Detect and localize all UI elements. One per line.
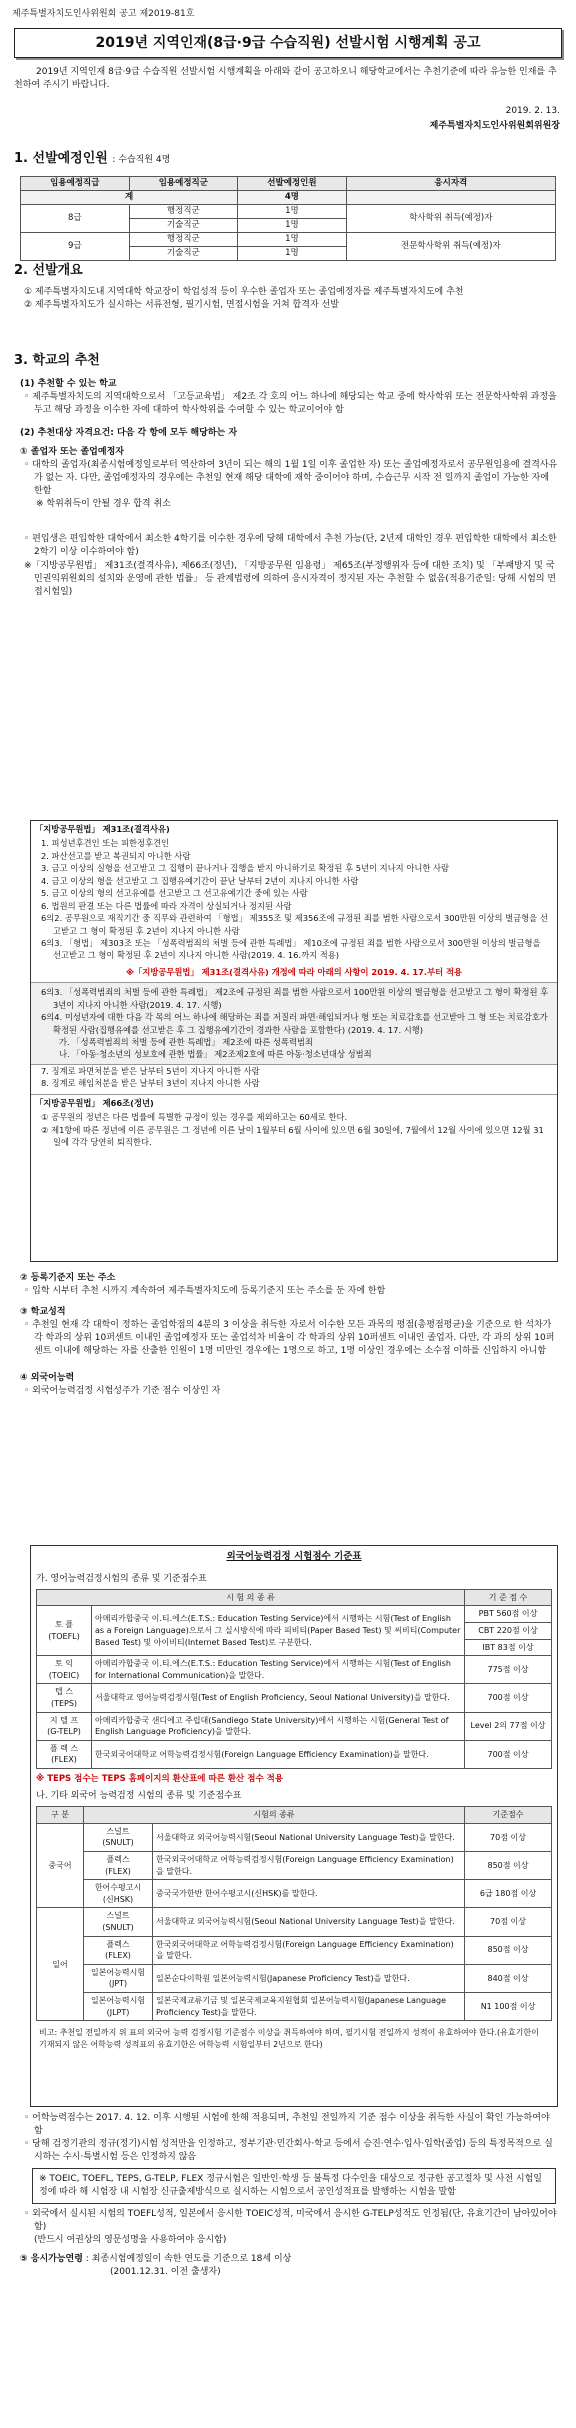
table-row: 지 텔 프 (G-TELP) 아메리카합중국 샌디에고 주립대(Sandiego State University)에서 시행하는 시험(General Test of English Language Proficiency)을 말한다. Level 2의 77점 이상 xyxy=(37,1712,552,1740)
col-header: 선발예정인원 xyxy=(238,177,347,191)
subheading: ④ 외국어능력 xyxy=(20,1373,75,1384)
table-row: 일본어능력시험 (JLPT) 일본국제교류기금 및 일본국제교육지원협회 일본어능력시험(Japanese Language Proficiency Test)을 말한다. N1 100점 이상 xyxy=(37,1993,552,2021)
table-note: 비고: 추천일 전일까지 위 표의 외국어 능력 검정시험 기준점수 이상을 취득하여야 하며, 필기시험 전일까지 성적이 유효하여야 한다.(유효기한이 기재되지 않은 어학능력 성적표의 유효기한은 어학능력 시험일부터 2년으로 한다) xyxy=(39,2028,539,2050)
paragraph: ◦ 외국에서 실시된 시험의 TOEFL성적, 일본에서 응시한 TOEIC성적, 미국에서 응시한 G-TELP성적도 인정됨(단, 유효기간이 남아있어야 함) xyxy=(24,2209,557,2233)
subheading: (1) 추천할 수 있는 학교 xyxy=(20,379,117,389)
section-3b-body xyxy=(20,1272,560,1398)
table-row: IBT 83점 이상 xyxy=(37,1639,552,1656)
amendment-notice: ※「지방공무원법」 제31조(결격사유) 개정에 따라 아래의 사항이 2019. 4. 17.부터 적용 xyxy=(125,966,463,977)
paragraph: ◦ 추천일 현재 각 대학이 정하는 졸업학점의 4분의 3 이상을 취득한 자로서 이수한 모든 과목의 평점(총평점평균)을 기준으로 한 석차가 각 학과의 상위 10퍼센트 이내인 졸업예정자 또는 졸업석차 비율이 각 학과의 상위 10퍼센트 이내인 졸업자. 다만, 각 과의 상위 10퍼센트 이내에 해당하는 자를 산출한 인원이 1명 미만인 경우에는 1명으로 하고, 1명 이상인 경우에는 소수점 이하를 신입하지 아니함 xyxy=(24,1320,555,1357)
paragraph: (반드시 여권상의 영문성명을 사용하여야 응시함) xyxy=(34,2235,227,2246)
table-row: 토 플 (TOEFL) 아메리카합중국 이.티.에스(E.T.S.: Education Testing Service)에서 시행하는 시험(Test of English as a Foreign Language)으로서 그 실시방식에 따라 피비티(Paper Based Test) 및 씨비티(Computer Based Test) 및 아이비티(Internet Based Test)로 구분한다. PBT 560점 이상 xyxy=(37,1606,552,1623)
paragraph: ◦ 어학능력점수는 2017. 4. 12. 이후 시행된 시험에 한해 적용되며, 추천일 전일까지 기준 점수 이상을 취득한 사실이 확인 가능하여야 함 xyxy=(24,2113,550,2137)
col-header: 시 험 의 종 류 xyxy=(37,1589,465,1606)
english-test-table xyxy=(36,1589,552,1769)
table-row: 9급 행정직군 1명 전문학사학위 취득(예정)자 xyxy=(21,233,556,247)
law-item: 6. 법원의 판결 또는 다른 법률에 따라 자격이 상실되거나 정지된 사람 xyxy=(41,900,292,911)
paragraph: ◦ 외국어능력검정 시험성주가 기준 점수 이상인 자 xyxy=(24,1386,221,1397)
section-2-body xyxy=(20,286,560,312)
law-item: 6의2. 공무원으로 재직기간 중 직무와 관련하여 「형법」 제355조 및 제356조에 규정된 죄를 범한 사람으로서 300만원 이상의 벌금형을 선고받고 그 형이 확정된 후 2년이 지나지 아니한 사람 xyxy=(41,913,548,936)
table-row: 기술직군 1명 xyxy=(21,219,556,233)
section-3-heading: 3. 학교의 추천 xyxy=(14,353,100,368)
law-item: ① 공무원의 정년은 다른 법률에 특별한 규정이 있는 경우를 제외하고는 60세로 한다. xyxy=(41,1112,348,1123)
col-header: 응시자격 xyxy=(346,177,555,191)
law-item: 6의4. 미성년자에 대한 다음 각 목의 어느 하나에 해당하는 죄를 저질러 파면·해임되거나 형 또는 치료감호를 선고받아 그 형 또는 치료감호가 확정된 사람(집행유예를 선고받은 후 그 집행유예기간이 경과한 사람을 포함한다) (2019. 4. 17. 시행) xyxy=(41,1012,548,1035)
box-title: 외국어능력검정 시험점수 기준표 xyxy=(226,1551,362,1562)
age-note: (2001.12.31. 이전 출생자) xyxy=(110,2267,221,2278)
announcement-number: 제주특별자치도인사위원회 공고 제2019-81호 xyxy=(12,9,195,19)
law-item: 6의3. 「성폭력범죄의 처벌 등에 관한 특례법」 제2조에 규정된 죄를 범한 사람으로서 100만원 이상의 벌금형을 선고받고 그 형이 확정된 후 3년이 지나지 아니한 사람(2019. 4. 17. 시행) xyxy=(41,987,549,1010)
subheading: ③ 학교성적 xyxy=(20,1307,66,1318)
subheading: (2) 추천대상 자격요건: 다음 각 항에 모두 해당하는 자 xyxy=(20,428,238,439)
table-row: CBT 220점 이상 xyxy=(37,1623,552,1640)
paragraph: ◦ 입학 시부터 추천 시까지 계속하여 제주특별자치도에 등록기준지 또는 주소를 둔 자에 한함 xyxy=(24,1286,386,1297)
law-item: 4. 금고 이상의 형을 선고받고 그 집행유예기간이 끝난 날부터 2년이 지나지 아니한 사람 xyxy=(41,875,359,886)
law-item: 7. 징계로 파면처분을 받은 날부터 5년이 지나지 아니한 사람 xyxy=(41,1065,260,1076)
table-row: 일어 스널트 (SNULT) 서울대학교 외국어능력시험(Seoul National University Language Test)을 말한다. 70점 이상 xyxy=(37,1908,552,1936)
subheading: ② 등록기준지 또는 주소 xyxy=(20,1273,116,1283)
paragraph: ◦ 제주특별자치도의 지역대학으로서 「고등교육법」 제2조 각 호의 어느 하나에 해당되는 학교 중에 학사학위 또는 전문학사학위 과정을 두고 해당 과정을 이수한 자에 대하여 학사학위를 수여할 수 있는 학교이어야 함 xyxy=(24,392,557,416)
law-item: 3. 금고 이상의 실형을 선고받고 그 집행이 끝나거나 집행을 받지 아니하기로 확정된 후 5년이 지나지 아니한 사람 xyxy=(41,863,450,874)
law-subitem: 나. 「아동·청소년의 성보호에 관한 법률」 제2조제2호에 따른 아동·청소년대상 성범죄 xyxy=(59,1049,372,1060)
law-item: 5. 금고 이상의 형의 선고유예를 선고받고 그 선고유예기간 중에 있는 사람 xyxy=(41,888,308,899)
page-title: 2019년 지역인재(8급·9급 수습직원) 선발시험 시행계획 공고 xyxy=(14,28,562,58)
footer-notes xyxy=(20,2112,560,2280)
list-item: ② 제주특별자치도가 실시하는 서류전형, 필기시험, 면접시험을 거쳐 합격자 선발 xyxy=(24,300,339,311)
col-header: 임용예정직급 xyxy=(21,177,130,191)
table-row: 텝 스 (TEPS) 서울대학교 영어능력검정시험(Test of English Proficiency, Seoul National University)을 말한다. 700점 이상 xyxy=(37,1684,552,1712)
paragraph: ◦ 대학의 졸업자(최종시험예정일로부터 역산하여 3년이 되는 해의 1월 1일 이후 졸업한 자) 또는 졸업예정자로서 공무원임용에 결격사유가 없는 자. 다만, 졸업예정자의 경우에는 추천일 현재 해당 대학에 재학 중이어야 하며, 수습근무 시작 전 일까지 졸업이 가능한 자에 한함 xyxy=(24,460,558,497)
note: ※「지방공무원법」 제31조(결격사유), 제66조(정년), 「지방공무원 임용령」 제65조(부정행위자 등에 대한 조치) 및 「부패방지 및 국민권익위원회의 설치와 운영에 관한 법률」 등 관계법령에 의하여 응시자격이 정지된 자는 추천할 수 없음(적용기준일: 당해 시험의 면접시험일) xyxy=(24,560,557,597)
selection-table xyxy=(20,176,556,261)
col-header: 시험의 종류 xyxy=(84,1807,465,1824)
table-row: 8급 행정직군 1명 학사학위 취득(예정)자 xyxy=(21,205,556,219)
paragraph: ◦ 당해 검정기관의 정규(정기)시험 성적만을 인정하고, 정부기관·민간회사·학교 등에서 승진·연수·입사·입학(졸업) 등의 특정목적으로 실시하는 수시·특별시험 등은 인정하지 않음 xyxy=(24,2139,553,2163)
law-heading: 「지방공무원법」 제66조(정년) xyxy=(31,1094,557,1111)
teps-notice: ※ TEPS 점수는 TEPS 홈페이지의 환산표에 따른 환산 점수 적용 xyxy=(36,1773,284,1784)
other-language-table xyxy=(36,1806,552,2021)
table-row: 기술직군 1명 xyxy=(21,247,556,261)
intro-text: 2019년 지역인재 8급·9급 수습직원 선발시험 시행계획을 아래와 같이 공고하오니 해당학교에서는 추천기준에 따라 유능한 인재를 추천하여 주시기 바랍니다. xyxy=(14,67,557,91)
law-item: 1. 피성년후견인 또는 피한정후견인 xyxy=(41,838,170,849)
announcement-date: 2019. 2. 13. xyxy=(505,106,560,116)
law-item: 8. 징계로 해임처분을 받은 날부터 3년이 지나지 아니한 사람 xyxy=(41,1078,260,1089)
table-row: 한어수평고시 (신HSK) 중국국가한반 한어수평고시(신HSK)를 말한다. 6급 180점 이상 xyxy=(37,1880,552,1908)
amendment-box xyxy=(31,982,557,1065)
law-item: 2. 파산선고를 받고 복권되지 아니한 사람 xyxy=(41,850,191,861)
table-row: 플 렉 스 (FLEX) 한국외국어대학교 어학능력검정시험(Foreign Language Efficiency Examination)을 말한다. 700점 이상 xyxy=(37,1740,552,1768)
law-subitem: 가. 「성폭력범죄의 처벌 등에 관한 특례법」 제2조에 따른 성폭력범죄 xyxy=(59,1037,313,1047)
total-row: 계 4명 xyxy=(21,191,556,205)
paragraph: ◦ 편입생은 편입학한 대학에서 최소한 4학기를 이수한 경우에 당해 대학에서 추천 가능(단, 2년제 대학인 경우 편입학한 대학에서 최소한 2학기 이상 이수하여야 함) xyxy=(24,534,557,558)
law-item: ② 제1항에 따른 정년에 이른 공무원은 그 정년에 이른 날이 1월부터 6월 사이에 있으면 6월 30일에, 7월에서 12월 사이에 있으면 12월 31일에 각각 당연히 퇴직한다. xyxy=(41,1124,544,1148)
table-row: 플렉스 (FLEX) 한국외국어대학교 어학능력검정시험(Foreign Language Efficiency Examination)을 말한다. 850점 이상 xyxy=(37,1936,552,1964)
table-row: 플렉스 (FLEX) 한국외국어대학교 어학능력검정시험(Foreign Language Efficiency Examination)을 말한다. 850점 이상 xyxy=(37,1852,552,1880)
table-caption: 나. 기타 외국어 능력검정 시험의 종류 및 기준점수표 xyxy=(36,1791,242,1802)
table-caption: 가. 영어능력검정시험의 종류 및 기준점수표 xyxy=(36,1573,207,1584)
age-requirement: ⑤ 응시가능연령 : 최종시험예정일이 속한 연도를 기준으로 18세 이상 xyxy=(20,2254,292,2265)
law-heading: 「지방공무원법」 제31조(결격사유) xyxy=(35,824,170,834)
language-criteria-box xyxy=(30,1545,558,2107)
law-box xyxy=(30,820,558,1262)
issuing-org: 제주특별자치도인사위원회위원장 xyxy=(429,121,560,131)
section-2-heading: 2. 선발개요 xyxy=(14,263,83,278)
regular-test-note: ※ TOEIC, TOEFL, TEPS, G-TELP, FLEX 정규시험은 일반인·학생 등 불특정 다수인을 대상으로 정규한 공고절차 및 사전 시험일정에 따라 해 시험장 내 시험장 신규출제방식으로 실시하는 시험으로서 공인성적표를 발행하는 시험을 말함 xyxy=(32,2168,556,2204)
table-row: 일본어능력시험 (JPT) 일본순다이학원 일본어능력시험(Japanese Proficiency Test)을 말한다. 840점 이상 xyxy=(37,1964,552,1992)
section-3-body xyxy=(20,378,560,599)
section-1-heading: 1. 선발예정인원 : 수습직원 4명 xyxy=(14,151,171,166)
table-row: 중국어 스널트 (SNULT) 서울대학교 외국어능력시험(Seoul National University Language Test)을 말한다. 70점 이상 xyxy=(37,1823,552,1851)
subheading: ① 졸업자 또는 졸업예정자 xyxy=(20,447,124,458)
table-row: 토 익 (TOEIC) 아메리카합중국 이.티.에스(E.T.S.: Education Testing Service)에서 시행하는 시험(Test of English for International Communication)을 말한다. 775점 이상 xyxy=(37,1656,552,1684)
note: ※ 학위취득이 안될 경우 합격 취소 xyxy=(36,499,171,510)
col-header: 기 준 점 수 xyxy=(465,1589,552,1606)
col-header: 임용예정직군 xyxy=(129,177,238,191)
list-item: ① 제주특별자치도내 지역대학 학교장이 학업성적 등이 우수한 졸업자 또는 졸업예정자를 제주특별자치도에 추천 xyxy=(24,287,464,297)
law-item: 6의3. 「형법」 제303조 또는 「성폭력범죄의 처벌 등에 관한 특례법」 제10조에 규정된 죄를 범한 사람으로서 300만원 이상의 벌금형을 선고받고 그 형이 확정된 후 2년이 지나지 아니한 사람(2019. 4. 16.까지 적용) xyxy=(41,937,541,961)
col-header: 기준점수 xyxy=(465,1807,552,1824)
col-header: 구 분 xyxy=(37,1807,84,1824)
